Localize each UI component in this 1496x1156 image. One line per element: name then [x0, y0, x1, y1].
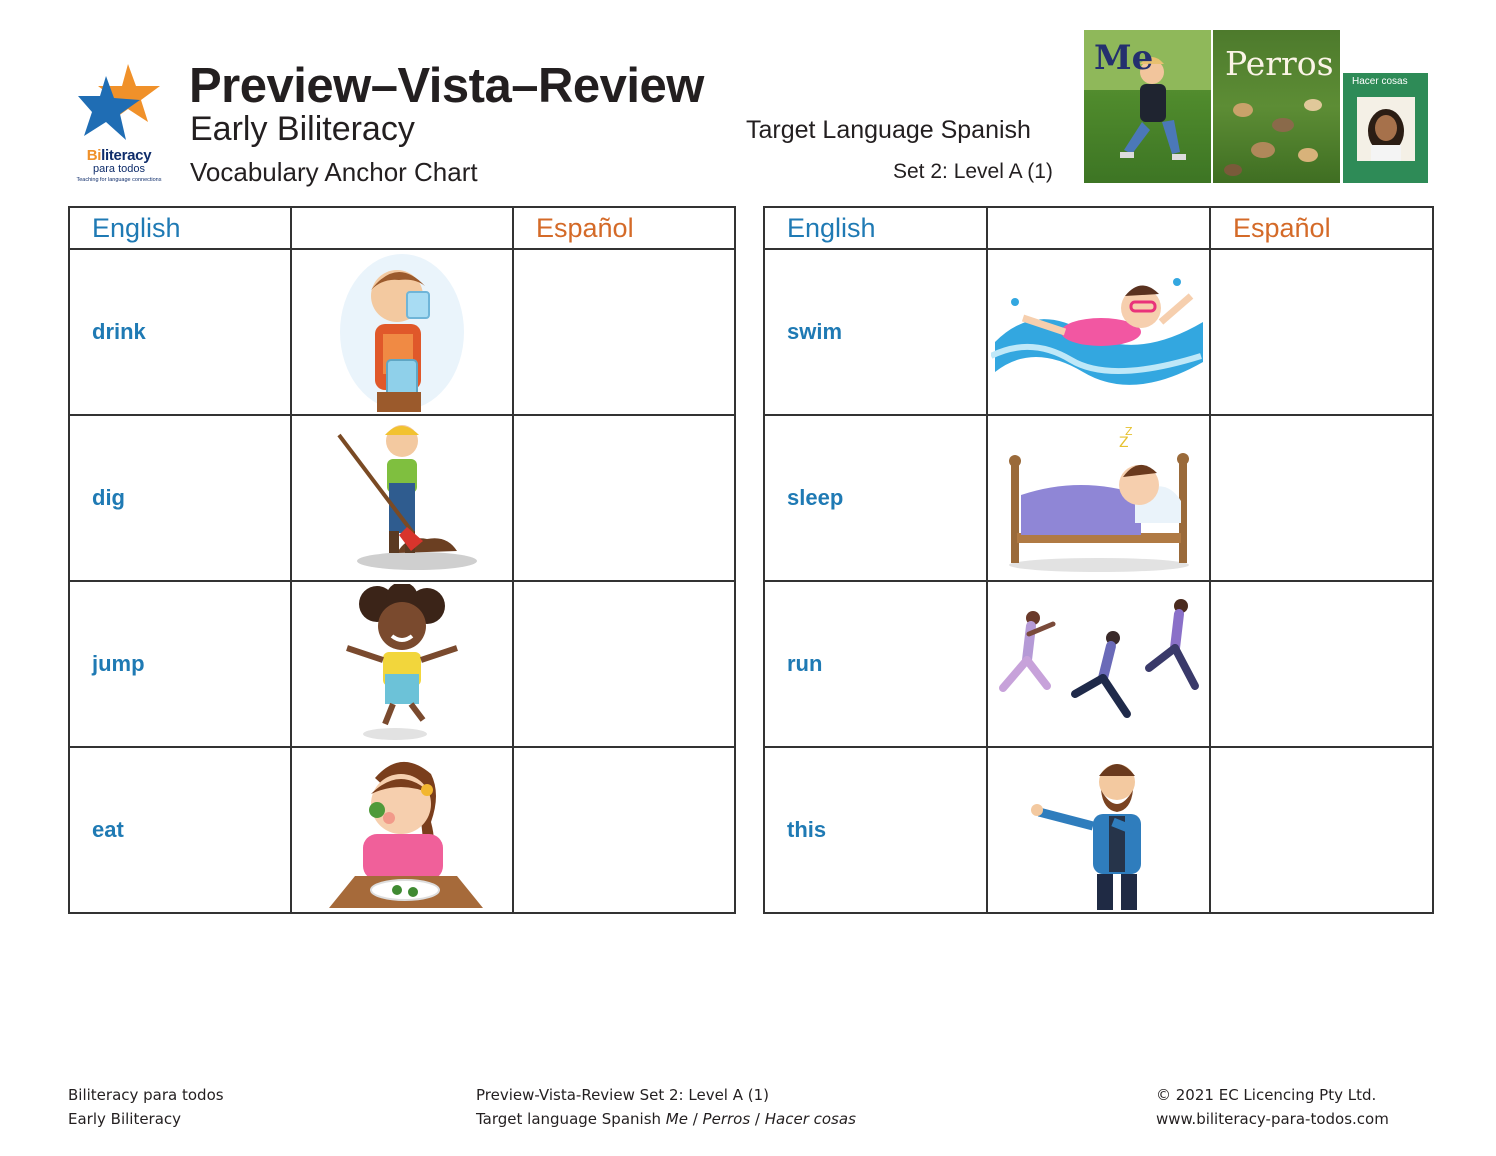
picture-cell: [987, 249, 1210, 415]
footer-website-link[interactable]: www.biliteracy-para-todos.com: [1156, 1110, 1389, 1128]
child-jumping-icon: [337, 584, 467, 744]
child-eating-icon: [317, 750, 487, 910]
book-cover-perros: [1213, 30, 1340, 183]
picture-cell: [987, 581, 1210, 747]
spanish-answer-cell[interactable]: [513, 249, 735, 415]
picture-cell: [291, 747, 513, 913]
picture-cell: [291, 415, 513, 581]
man-pointing-icon: [1029, 750, 1169, 910]
spanish-answer-cell[interactable]: [513, 747, 735, 913]
english-word: dig: [69, 415, 291, 581]
page-subtitle: Early Biliteracy: [190, 110, 415, 148]
spanish-answer-cell[interactable]: [513, 581, 735, 747]
footer-brand: Biliteracy para todos: [68, 1086, 224, 1104]
child-sleeping-icon: [999, 423, 1199, 573]
svg-text:Z: Z: [1118, 435, 1129, 451]
biliteracy-logo: [66, 64, 172, 186]
logo-brand: Biliteracy: [86, 147, 152, 164]
spanish-answer-cell[interactable]: [1210, 415, 1433, 581]
footer-program: Early Biliteracy: [68, 1110, 182, 1128]
girl-portrait-icon: [1343, 73, 1428, 183]
table-row: [764, 415, 1433, 581]
people-running-icon: [991, 594, 1207, 734]
child-digging-icon: [327, 423, 477, 573]
spanish-answer-cell[interactable]: [513, 415, 735, 581]
picture-cell: [291, 581, 513, 747]
header-picture: [291, 207, 513, 249]
book-cover-hacer-cosas: [1343, 73, 1428, 183]
star-logo-icon: [78, 64, 160, 144]
book-cover-me: [1084, 30, 1211, 183]
table-row: [69, 581, 735, 747]
table-row: [69, 747, 735, 913]
page-title: Preview–Vista–Review: [189, 59, 704, 113]
spanish-answer-cell[interactable]: [1210, 581, 1433, 747]
english-word: run: [764, 581, 987, 747]
cover-title-me: Me: [1094, 38, 1154, 78]
picture-cell: [987, 415, 1210, 581]
header-picture: [987, 207, 1210, 249]
logo-sub: para todos: [93, 163, 145, 175]
english-word: sleep: [764, 415, 987, 581]
table-row: [69, 249, 735, 415]
footer-target-books: Target language Spanish Me / Perros / Hacer cosas: [476, 1110, 856, 1128]
header-english: English: [69, 207, 291, 249]
footer-copyright: © 2021 EC Licencing Pty Ltd.: [1156, 1086, 1377, 1104]
cover-title-hacer-cosas: Hacer cosas: [1352, 76, 1408, 87]
table-row: [764, 249, 1433, 415]
header-english: English: [764, 207, 987, 249]
english-word: drink: [69, 249, 291, 415]
footer-set-info: Preview-Vista-Review Set 2: Level A (1): [476, 1086, 770, 1104]
set-level: Set 2: Level A (1): [893, 160, 1053, 183]
table-row: [764, 581, 1433, 747]
child-drinking-icon: [337, 252, 467, 412]
cover-title-perros: Perros: [1225, 44, 1334, 83]
table-row: [764, 747, 1433, 913]
header-spanish: Español: [1210, 207, 1433, 249]
picture-cell: [291, 249, 513, 415]
english-word: this: [764, 747, 987, 913]
target-language: Target Language Spanish: [746, 116, 1031, 144]
svg-text:Z: Z: [1124, 425, 1133, 438]
table-row: [69, 415, 735, 581]
spanish-answer-cell[interactable]: [1210, 747, 1433, 913]
chart-name: Vocabulary Anchor Chart: [190, 157, 478, 187]
picture-cell: [987, 747, 1210, 913]
english-word: jump: [69, 581, 291, 747]
logo-tagline: Teaching for language connections: [76, 177, 162, 183]
english-word: eat: [69, 747, 291, 913]
spanish-answer-cell[interactable]: [1210, 249, 1433, 415]
header-spanish: Español: [513, 207, 735, 249]
child-swimming-icon: [991, 262, 1207, 402]
vocab-table-right: [763, 206, 1434, 914]
english-word: swim: [764, 249, 987, 415]
vocab-table-left: [68, 206, 736, 914]
